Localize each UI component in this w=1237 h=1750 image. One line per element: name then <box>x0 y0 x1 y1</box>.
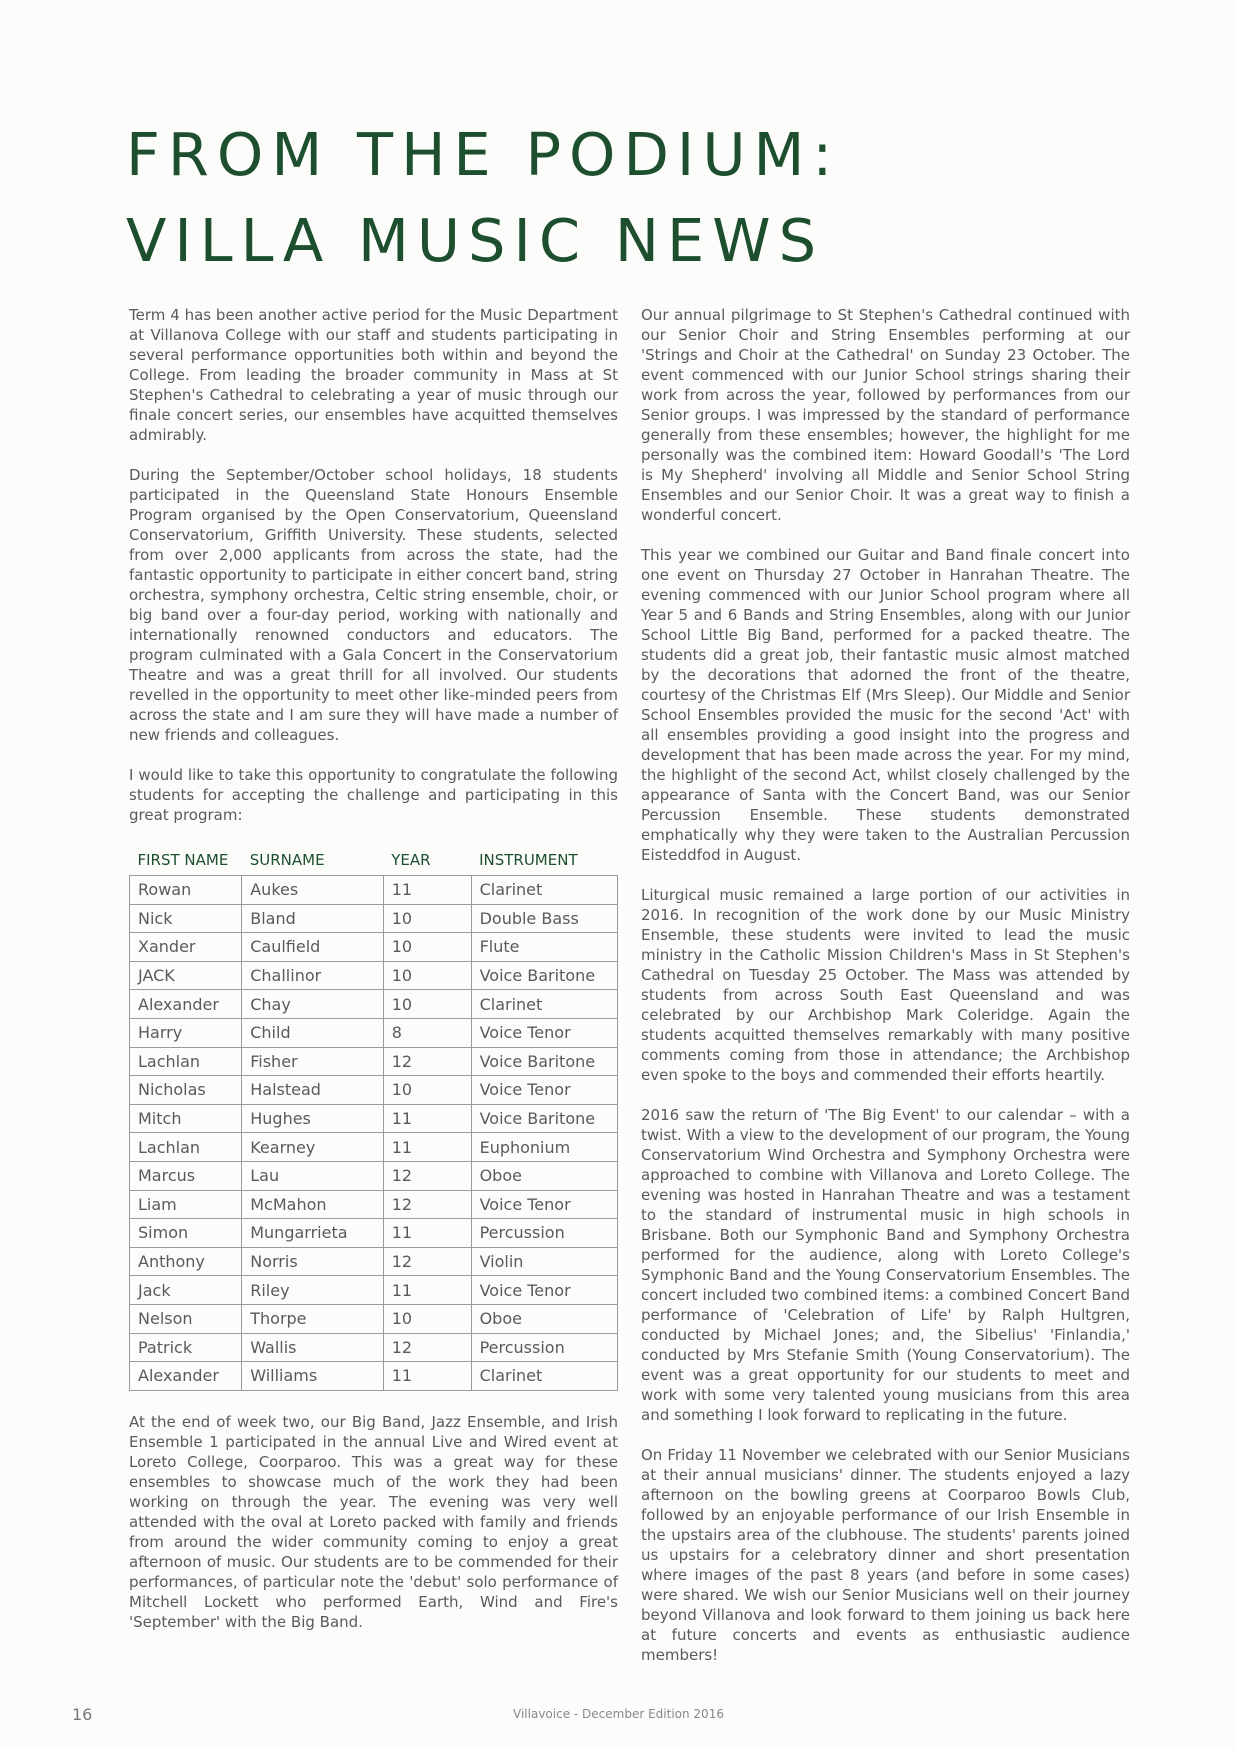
surname-cell: Hughes <box>242 1104 384 1133</box>
year-cell: 11 <box>383 1362 471 1391</box>
instrument-cell: Percussion <box>471 1333 617 1362</box>
table-row <box>130 1276 618 1305</box>
table-body <box>130 876 618 1391</box>
year-cell: 12 <box>383 1161 471 1190</box>
first-name-cell: Patrick <box>130 1333 242 1362</box>
page-title <box>126 112 840 284</box>
table-row <box>130 1190 618 1219</box>
paragraph: Our annual pilgrimage to St Stephen's Cathedral continued with our Senior Choir and String Ensembles performing at our 'Strings and Choir at the Cathedral' on Sunday 23 October. The event commenced with our Junior School strings sharing their work from across the year, followed by performances from our Senior groups. I was impressed by the standard of performance generally from these ensembles; however, the highlight for me personally was the combined item: Howard Goodall's 'The Lord is My Shepherd' involving all Middle and Senior School String Ensembles and our Senior Choir. It was a great way to finish a wonderful concert. <box>641 306 1130 524</box>
instrument-cell: Voice Baritone <box>471 1047 617 1076</box>
year-cell: 11 <box>383 1219 471 1248</box>
year-cell: 11 <box>383 1133 471 1162</box>
paragraph: On Friday 11 November we celebrated with our Senior Musicians at their annual musicians' dinner. The students enjoyed a lazy afternoon on the bowling greens at Coorparoo Bowls Club, followed by an enjoyable performance of our Irish Ensemble in the upstairs area of the clubhouse. The students' parents joined us upstairs for a celebratory dinner and short presentation where images of the past 8 years (and before in some cases) were shared. We wish our Senior Musicians well on their journey beyond Villanova and look forward to them joining us back here at future concerts and events as enthusiastic audience members! <box>641 1446 1130 1664</box>
table-row <box>130 1362 618 1391</box>
first-name-cell: Anthony <box>130 1247 242 1276</box>
left-column <box>129 305 618 1652</box>
paragraph: Liturgical music remained a large portion of our activities in 2016. In recognition of the work done by our Music Ministry Ensemble, these students were invited to lead the music ministry in the Catholic Mission Children's Mass in St Stephen's Cathedral on Tuesday 25 October. The Mass was attended by students from across South East Queensland and was celebrated by our Archbishop Mark Coleridge. Again the students acquitted themselves remarkably with many positive comments coming from those in attendance; the Archbishop even spoke to the boys and commended their efforts heartily. <box>641 886 1130 1084</box>
year-cell: 10 <box>383 1304 471 1333</box>
first-name-cell: Lachlan <box>130 1133 242 1162</box>
header-instrument: INSTRUMENT <box>479 851 578 869</box>
title-line-2: VILLA MUSIC NEWS <box>126 206 825 275</box>
table-row <box>130 933 618 962</box>
header-year: YEAR <box>391 851 431 869</box>
first-name-cell: Marcus <box>130 1161 242 1190</box>
instrument-cell: Percussion <box>471 1219 617 1248</box>
table-row <box>130 904 618 933</box>
paragraph: I would like to take this opportunity to congratulate the following students for accepting the challenge and participating in this great program: <box>129 766 618 824</box>
surname-cell: Williams <box>242 1362 384 1391</box>
table-row <box>130 1047 618 1076</box>
year-cell: 12 <box>383 1247 471 1276</box>
surname-cell: Aukes <box>242 876 384 905</box>
year-cell: 10 <box>383 904 471 933</box>
year-cell: 11 <box>383 1104 471 1133</box>
year-cell: 12 <box>383 1047 471 1076</box>
instrument-cell: Clarinet <box>471 876 617 905</box>
year-cell: 8 <box>383 1018 471 1047</box>
year-cell: 10 <box>383 933 471 962</box>
first-name-cell: Harry <box>130 1018 242 1047</box>
right-column <box>641 305 1130 1685</box>
table-row <box>130 1247 618 1276</box>
surname-cell: McMahon <box>242 1190 384 1219</box>
header-first-name: FIRST NAME <box>137 851 229 869</box>
title-line-1: FROM THE PODIUM: <box>126 120 841 189</box>
instrument-cell: Voice Baritone <box>471 961 617 990</box>
year-cell: 12 <box>383 1333 471 1362</box>
first-name-cell: Mitch <box>130 1104 242 1133</box>
first-name-cell: Rowan <box>130 876 242 905</box>
instrument-cell: Voice Tenor <box>471 1276 617 1305</box>
paragraph: During the September/October school holidays, 18 students participated in the Queensland State Honours Ensemble Program organised by the Open Conservatorium, Queensland Conservatorium, Griffith University. These students, selected from over 2,000 applicants from across the state, had the fantastic opportunity to participate in either concert band, string orchestra, symphony orchestra, Celtic string ensemble, choir, or big band over a four-day period, working with nationally and internationally renowned conductors and educators. The program culminated with a Gala Concert in the Conservatorium Theatre and was a great thrill for all involved. Our students revelled in the opportunity to meet other like-minded peers from across the state and I am sure they will have made a number of new friends and colleagues. <box>129 466 618 744</box>
first-name-cell: Alexander <box>130 990 242 1019</box>
header-surname: SURNAME <box>249 851 325 869</box>
paragraph: Term 4 has been another active period for the Music Department at Villanova College with our staff and students participating in several performance opportunities both within and beyond the College. From leading the broader community in Mass at St Stephen's Cathedral to celebrating a year of music through our finale concert series, our ensembles have acquitted themselves admirably. <box>129 306 618 444</box>
instrument-cell: Clarinet <box>471 990 617 1019</box>
first-name-cell: Nick <box>130 904 242 933</box>
first-name-cell: Jack <box>130 1276 242 1305</box>
instrument-cell: Flute <box>471 933 617 962</box>
first-name-cell: Simon <box>130 1219 242 1248</box>
year-cell: 12 <box>383 1190 471 1219</box>
table-row <box>130 1018 618 1047</box>
surname-cell: Caulfield <box>242 933 384 962</box>
surname-cell: Norris <box>242 1247 384 1276</box>
instrument-cell: Euphonium <box>471 1133 617 1162</box>
surname-cell: Thorpe <box>242 1304 384 1333</box>
instrument-cell: Violin <box>471 1247 617 1276</box>
table-row <box>130 1304 618 1333</box>
surname-cell: Halstead <box>242 1076 384 1105</box>
table-row <box>130 961 618 990</box>
table-header-row <box>130 845 618 876</box>
first-name-cell: Alexander <box>130 1362 242 1391</box>
surname-cell: Fisher <box>242 1047 384 1076</box>
table-row <box>130 990 618 1019</box>
first-name-cell: Nicholas <box>130 1076 242 1105</box>
surname-cell: Kearney <box>242 1133 384 1162</box>
table-row <box>130 1076 618 1105</box>
surname-cell: Challinor <box>242 961 384 990</box>
table-row <box>130 1219 618 1248</box>
paragraph: At the end of week two, our Big Band, Jazz Ensemble, and Irish Ensemble 1 participated in the annual Live and Wired event at Loreto College, Coorparoo. This was a great way for these ensembles to showcase much of the work they had been working on through the year. The evening was very well attended with the oval at Loreto packed with family and friends from around the wider community coming to enjoy a great afternoon of music. Our students are to be commended for their performances, of particular note the 'debut' solo performance of Mitchell Lockett who performed Earth, Wind and Fire's 'September' with the Big Band. <box>129 1412 618 1631</box>
paragraph: 2016 saw the return of 'The Big Event' to our calendar – with a twist. With a view to the development of our program, the Young Conservatorium Wind Orchestra and Symphony Orchestra were approached to combine with Villanova and Loreto College. The evening was hosted in Hanrahan Theatre and was a testament to the standard of instrumental music in high schools in Brisbane. Both our Symphonic Band and Symphony Orchestra performed for the audience, along with Loreto College's Symphonic Band and the Young Conservatorium Ensembles. The concert included two combined items: a combined Concert Band performance of 'Celebration of Life' by Ralph Hultgren, conducted by Michael Jones; and, the Sibelius' 'Finlandia,' conducted by Mrs Stefanie Smith (Young Conservatorium). The event was a great opportunity for our students to meet and work with some very talented young musicians from this area and something I look forward to replicating in the future. <box>641 1106 1130 1424</box>
surname-cell: Chay <box>242 990 384 1019</box>
first-name-cell: Nelson <box>130 1304 242 1333</box>
table-row <box>130 1104 618 1133</box>
surname-cell: Mungarrieta <box>242 1219 384 1248</box>
surname-cell: Riley <box>242 1276 384 1305</box>
instrument-cell: Oboe <box>471 1161 617 1190</box>
first-name-cell: Lachlan <box>130 1047 242 1076</box>
first-name-cell: Liam <box>130 1190 242 1219</box>
year-cell: 10 <box>383 990 471 1019</box>
first-name-cell: JACK <box>130 961 242 990</box>
instrument-cell: Voice Tenor <box>471 1018 617 1047</box>
page-number: 16 <box>72 1705 93 1724</box>
table-row <box>130 876 618 905</box>
first-name-cell: Xander <box>130 933 242 962</box>
publication-footer: Villavoice - December Edition 2016 <box>513 1707 724 1721</box>
table-row <box>130 1161 618 1190</box>
year-cell: 10 <box>383 961 471 990</box>
surname-cell: Wallis <box>242 1333 384 1362</box>
instrument-cell: Voice Tenor <box>471 1076 617 1105</box>
instrument-cell: Voice Baritone <box>471 1104 617 1133</box>
year-cell: 10 <box>383 1076 471 1105</box>
surname-cell: Lau <box>242 1161 384 1190</box>
year-cell: 11 <box>383 876 471 905</box>
paragraph: This year we combined our Guitar and Band finale concert into one event on Thursday 27 October in Hanrahan Theatre. The evening commenced with our Junior School program where all Year 5 and 6 Bands and String Ensembles, along with our Junior School Little Big Band, performed for a packed theatre. The students did a great job, their fantastic music almost matched by the decorations that adorned the front of the theatre, courtesy of the Christmas Elf (Mrs Sleep). Our Middle and Senior School Ensembles provided the music for the second 'Act' with all ensembles providing a good insight into the progress and development that has been made across the year. For my mind, the highlight of the second Act, whilst closely challenged by the appearance of Santa with the Concert Band, was our Senior Percussion Ensemble. These students demonstrated emphatically why they were taken to the Australian Percussion Eisteddfod in August. <box>641 546 1130 864</box>
instrument-cell: Double Bass <box>471 904 617 933</box>
students-table <box>129 845 618 1391</box>
surname-cell: Bland <box>242 904 384 933</box>
instrument-cell: Clarinet <box>471 1362 617 1391</box>
instrument-cell: Oboe <box>471 1304 617 1333</box>
table-row <box>130 1333 618 1362</box>
surname-cell: Child <box>242 1018 384 1047</box>
instrument-cell: Voice Tenor <box>471 1190 617 1219</box>
table-row <box>130 1133 618 1162</box>
year-cell: 11 <box>383 1276 471 1305</box>
